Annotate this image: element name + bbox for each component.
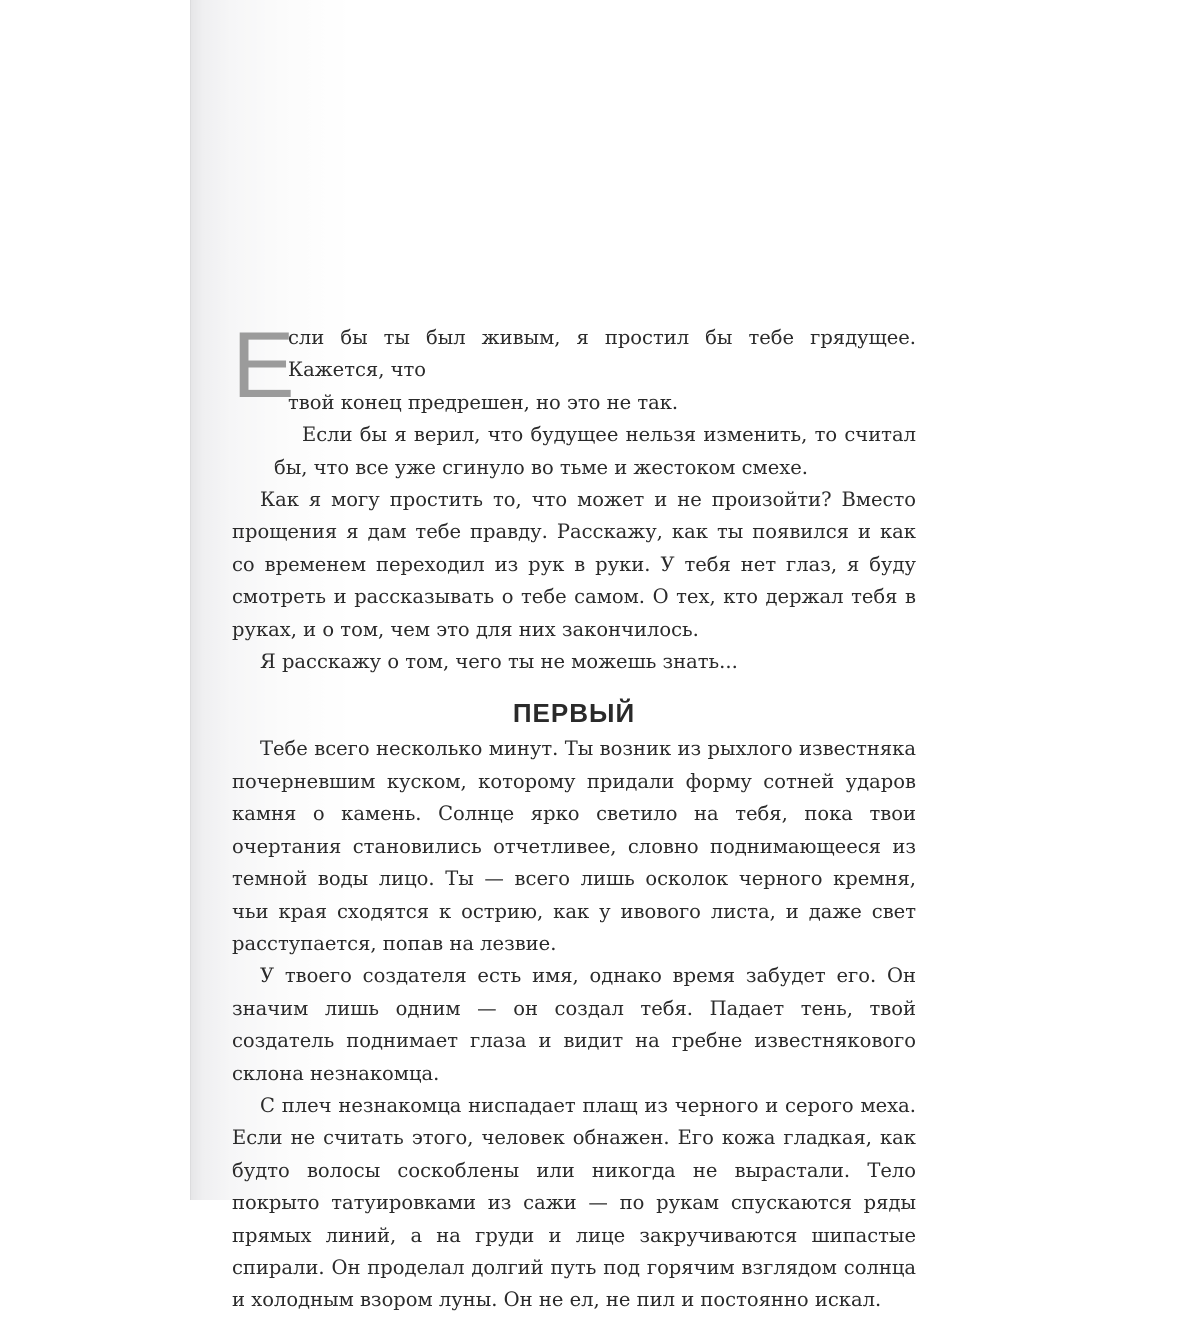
intro-paragraph-3: Как я могу простить то, что может и не произойти? Вместо прощения я дам тебе правду. Расскажу, как ты появился и как со временем переходил из рук в руки. У тебя нет глаз, я буду смотреть и рассказывать о тебе самом. О тех, кто держал тебя в руках, и о том, чем это для них закончилось.	[232, 488, 916, 641]
intro-paragraph-1	[232, 312, 916, 419]
chapter-paragraph-2: У твоего создателя есть имя, однако время забудет его. Он значим лишь одним — он создал тебя. Падает тень, твой создатель поднимает глаза и видит на гребне известнякового склона незнакомца.	[232, 964, 916, 1085]
intro-line-1: сли бы ты был живым, я простил бы тебе грядущее. Кажется, что	[288, 326, 916, 382]
drop-cap: Е	[232, 312, 295, 417]
page-text	[232, 312, 916, 1317]
intro-line-2: твой конец предрешен, но это не так.	[288, 390, 679, 414]
chapter-paragraph-1: Тебе всего несколько минут. Ты возник из рыхлого известняка почерневшим куском, которому придали форму сотней ударов камня о камень. Солнце ярко светило на тебя, пока твои очертания становились отчетливее, словно поднимающееся из темной воды лицо. Ты — всего лишь осколок черного кремня, чьи края сходятся к острию, как у ивового листа, и даже свет расступается, попав на лезвие.	[232, 737, 916, 955]
intro-paragraph-2: Если бы я верил, что будущее нельзя изменить, то считал бы, что все уже сгинуло во тьме и жестоком смехе.	[274, 423, 916, 479]
page-margin-left	[0, 0, 190, 1200]
chapter-title: ПЕРВЫЙ	[512, 698, 636, 729]
chapter-paragraph-3: С плеч незнакомца ниспадает плащ из черного и серого меха. Если не считать этого, человек обнажен. Его кожа гладкая, как будто волосы соскоблены или никогда не вырастали. Тело покрыто татуировками из сажи — по рукам спускаются ряды прямых линий, а на груди и лице закручиваются шипастые спирали. Он проделал долгий путь под горячим взглядом солнца и холодным взором луны. Он не ел, не пил и постоянно искал.	[232, 1093, 916, 1312]
intro-paragraph-4: Я расскажу о том, чего ты не можешь знать...	[260, 650, 738, 674]
